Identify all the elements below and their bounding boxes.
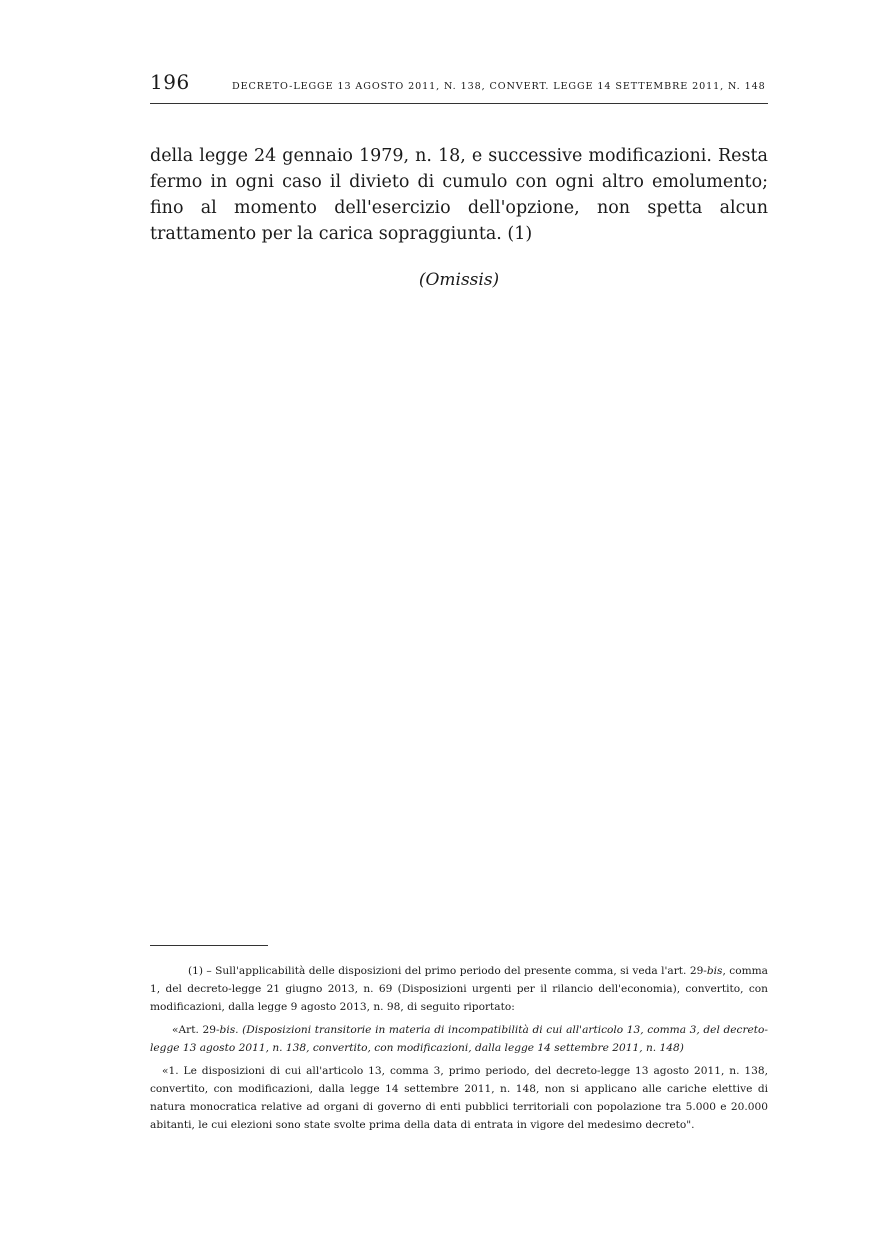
- article-title: (Disposizioni transitorie in materia di incompatibilità di cui all'articolo 13, comma 3, del decreto-legge 13 agosto 2011, n. 138, convertito, con modificazioni, dalla legge 14 settembre 2011, n. 148): [150, 1024, 769, 1054]
- page-number: 196: [150, 70, 190, 94]
- article-prefix: «Art. 29-: [172, 1024, 220, 1036]
- running-header: DECRETO-LEGGE 13 AGOSTO 2011, N. 138, CONVERT. LEGGE 14 SETTEMBRE 2011, N. 148: [232, 81, 766, 92]
- article-bis: bis.: [219, 1024, 239, 1036]
- omissis-marker: (Omissis): [418, 270, 500, 290]
- footnote-1-suffix: , comma 1, del decreto-legge 21 giugno 2013, n. 69 (Disposizioni urgenti per il rilancio dell'economia), convertito, con modificazioni, dalla legge 9 agosto 2013, n. 98, di seguito riportato:: [150, 965, 768, 1013]
- footnote-divider: [150, 945, 268, 946]
- footnote-article-heading: [150, 1021, 768, 1057]
- body-paragraph: della legge 24 gennaio 1979, n. 18, e successive modificazioni. Resta fermo in ogni caso il divieto di cumulo con ogni altro emolumento; fino al momento dell'esercizio dell'opzione, non spetta alcun trattamento per la carica sopraggiunta. (1): [150, 146, 768, 244]
- footnote-1-prefix: (1) – Sull'applicabilità delle disposizioni del primo periodo del presente comma, si veda l'art. 29-: [188, 965, 707, 977]
- footnote-1-bis: bis: [706, 965, 723, 977]
- footnotes-section: [150, 962, 768, 1139]
- footnote-1: [150, 962, 768, 1016]
- footnote-comma-1: «1. Le disposizioni di cui all'articolo 13, comma 3, primo periodo, del decreto-legge 13 agosto 2011, n. 138, convertito, con modificazioni, dalla legge 14 settembre 2011, n. 148, non si applicano alle cariche elettive di natura monocratica relative ad organi di governo di enti pubblici territoriali con popolazione tra 5.000 e 20.000 abitanti, le cui elezioni sono state svolte prima della data di entrata in vigore del medesimo decreto".: [150, 1065, 768, 1131]
- header-divider: [150, 103, 768, 104]
